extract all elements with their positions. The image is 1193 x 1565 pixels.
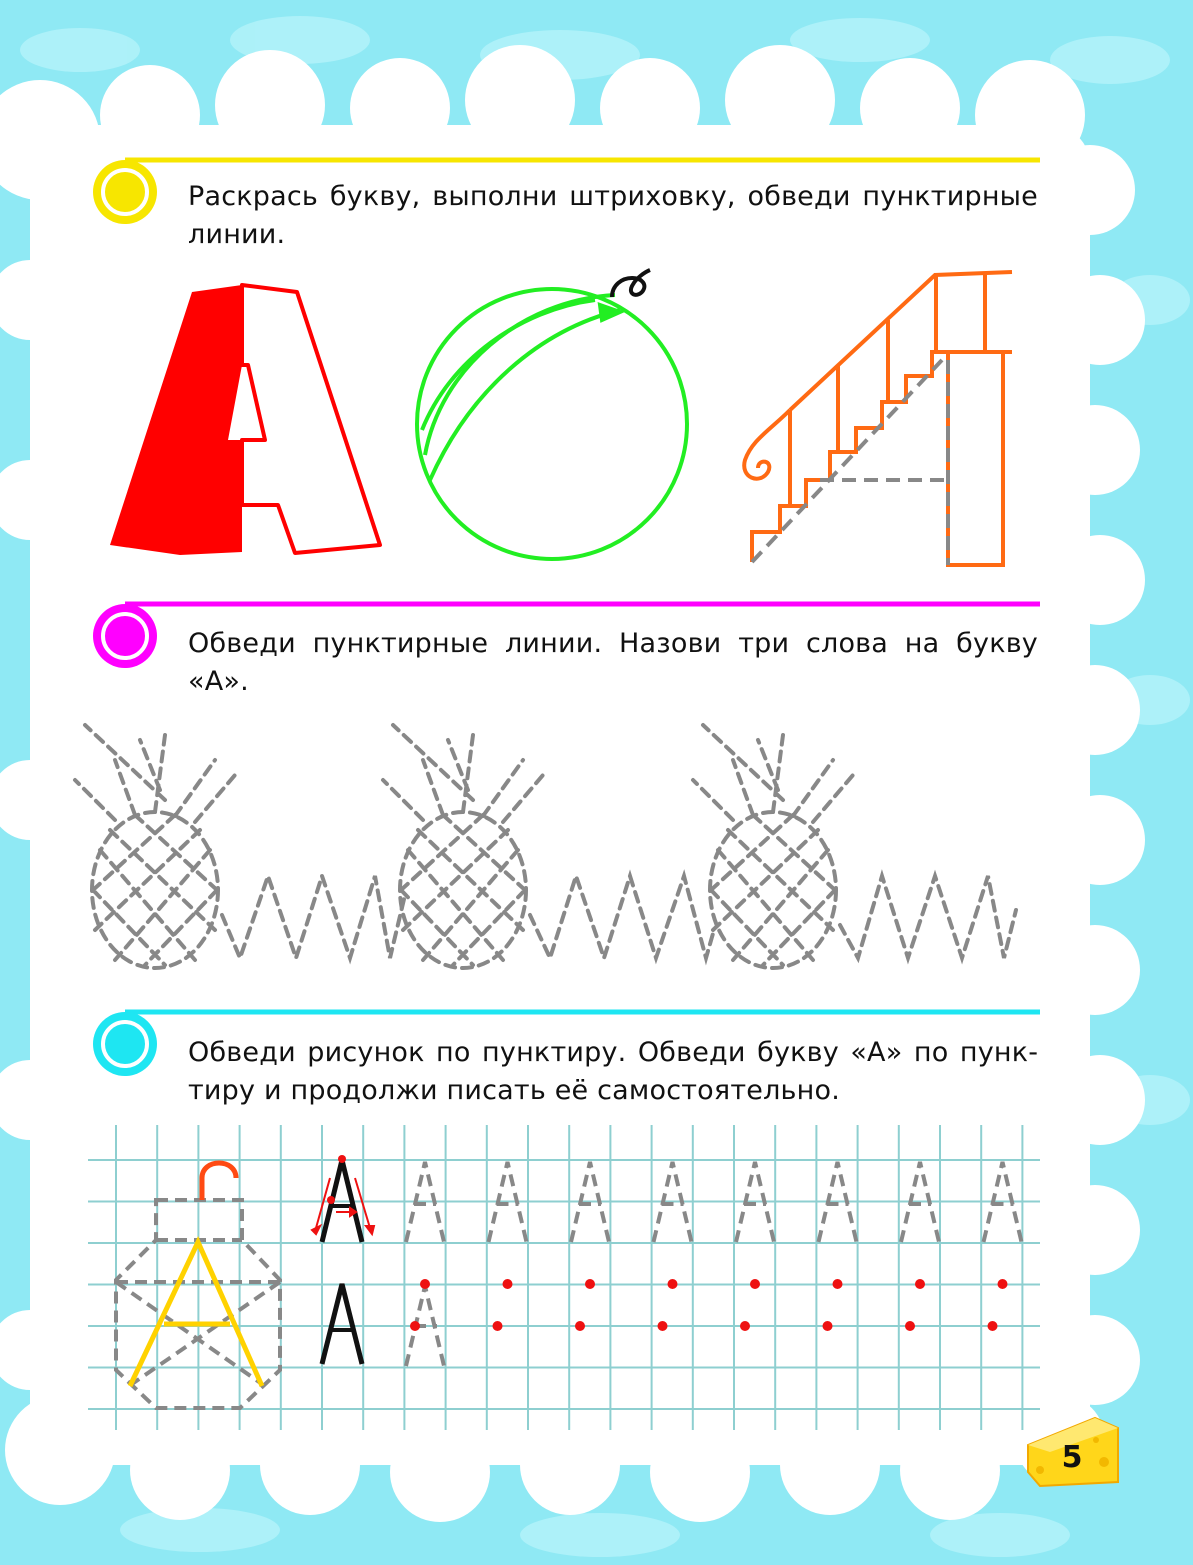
task-3-text: Обведи рисунок по пунктиру. Обведи букву «А» по пунктиру и продолжи писать её самостоятельно.	[188, 1037, 1038, 1106]
page-number: 5	[1061, 1440, 1083, 1475]
task-1-text: Раскрась букву, выполни штриховку, обведи пунктирные линии.	[188, 181, 1038, 250]
task-2-text: Обведи пунктирные линии. Назови три слова на букву «А».	[188, 628, 1038, 697]
